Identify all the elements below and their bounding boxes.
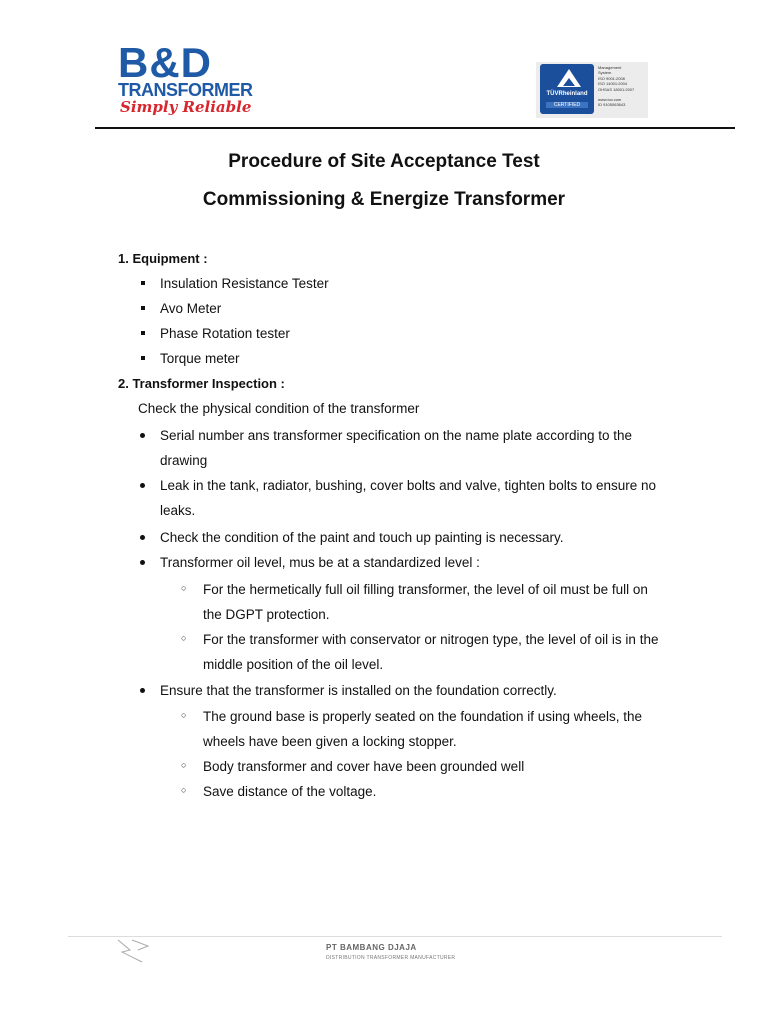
circle-bullet-icon: ○ [181,633,187,643]
company-logo [118,39,268,120]
footer-company: PT BAMBANG DJAJA [326,943,417,952]
sub-item: Body transformer and cover have been grounded well [203,759,525,774]
lightning-logo-icon [112,938,152,964]
cert-line: ISO 14001:2004 [598,81,628,87]
inspection-item-line: leaks. [160,503,196,518]
inspection-item-line: Leak in the tank, radiator, bushing, cover bolts and valve, tighten bolts to ensure no [160,478,657,493]
circle-bullet-icon: ○ [181,785,187,795]
equipment-item: Phase Rotation tester [160,326,290,341]
header-divider [95,127,735,129]
cert-line: OHSAS 18001:2007 [598,86,635,92]
document-title-line2: Commissioning & Energize Transformer [202,189,566,210]
square-bullet-icon [141,281,145,285]
sub-item-line: For the transformer with conservator or nitrogen type, the level of oil is in the [203,632,659,647]
inspection-item-line: drawing [160,453,208,468]
section2-intro: Check the physical condition of the transformer [138,401,420,416]
inspection-item-line: Serial number ans transformer specification on the name plate according to the [160,428,633,443]
circle-bullet-icon: ○ [181,710,187,720]
tuv-badge [540,64,594,114]
circle-bullet-icon: ○ [181,583,187,593]
cert-line: www.tuv.com [598,97,622,103]
cert-lines [598,65,646,108]
equipment-item: Insulation Resistance Tester [160,276,329,291]
section2-heading: 2. Transformer Inspection : [118,376,285,391]
inspection-item: Ensure that the transformer is installed on the foundation correctly. [160,683,557,698]
sub-item-line: middle position of the oil level. [203,657,384,672]
tuv-brand: TÜVRheinland [546,91,588,97]
sub-item-line: the DGPT protection. [203,607,330,622]
certified-label: CERTIFIED [546,102,588,108]
cert-line: Management [598,65,622,70]
logo-transformer-text: TRANSFORMER [118,80,253,100]
logo-bd-text: B&D [118,39,212,86]
sub-item-line: For the hermetically full oil filling transformer, the level of oil must be full on [203,582,648,597]
logo-tagline: Simply Reliable [120,98,252,116]
bullet-icon [140,688,145,693]
sub-item-line: The ground base is properly seated on the foundation if using wheels, the [203,709,643,724]
inspection-item: Transformer oil level, mus be at a standardized level : [160,555,480,570]
square-bullet-icon [141,356,145,360]
square-bullet-icon [141,306,145,310]
cert-line: System [598,70,612,76]
cert-line: ISO 9001:2008 [598,75,625,81]
footer-subtitle: DISTRIBUTION TRANSFORMER MANUFACTURER [326,955,456,961]
bullet-icon [140,483,145,488]
sub-item-line: wheels have been given a locking stopper. [203,734,457,749]
bullet-icon [140,535,145,540]
footer-divider [68,936,722,937]
certification-badge [536,62,648,118]
square-bullet-icon [141,331,145,335]
cert-line: ID 9105063643 [598,102,626,108]
circle-bullet-icon: ○ [181,760,187,770]
bullet-icon [140,433,145,438]
equipment-item: Avo Meter [160,301,222,316]
equipment-item: Torque meter [160,351,240,366]
tuv-triangle-inner [563,78,575,86]
bullet-icon [140,560,145,565]
section1-heading: 1. Equipment : [118,251,208,266]
sub-item: Save distance of the voltage. [203,784,377,799]
inspection-item: Check the condition of the paint and touch up painting is necessary. [160,530,564,545]
document-title-line1: Procedure of Site Acceptance Test [228,151,540,172]
